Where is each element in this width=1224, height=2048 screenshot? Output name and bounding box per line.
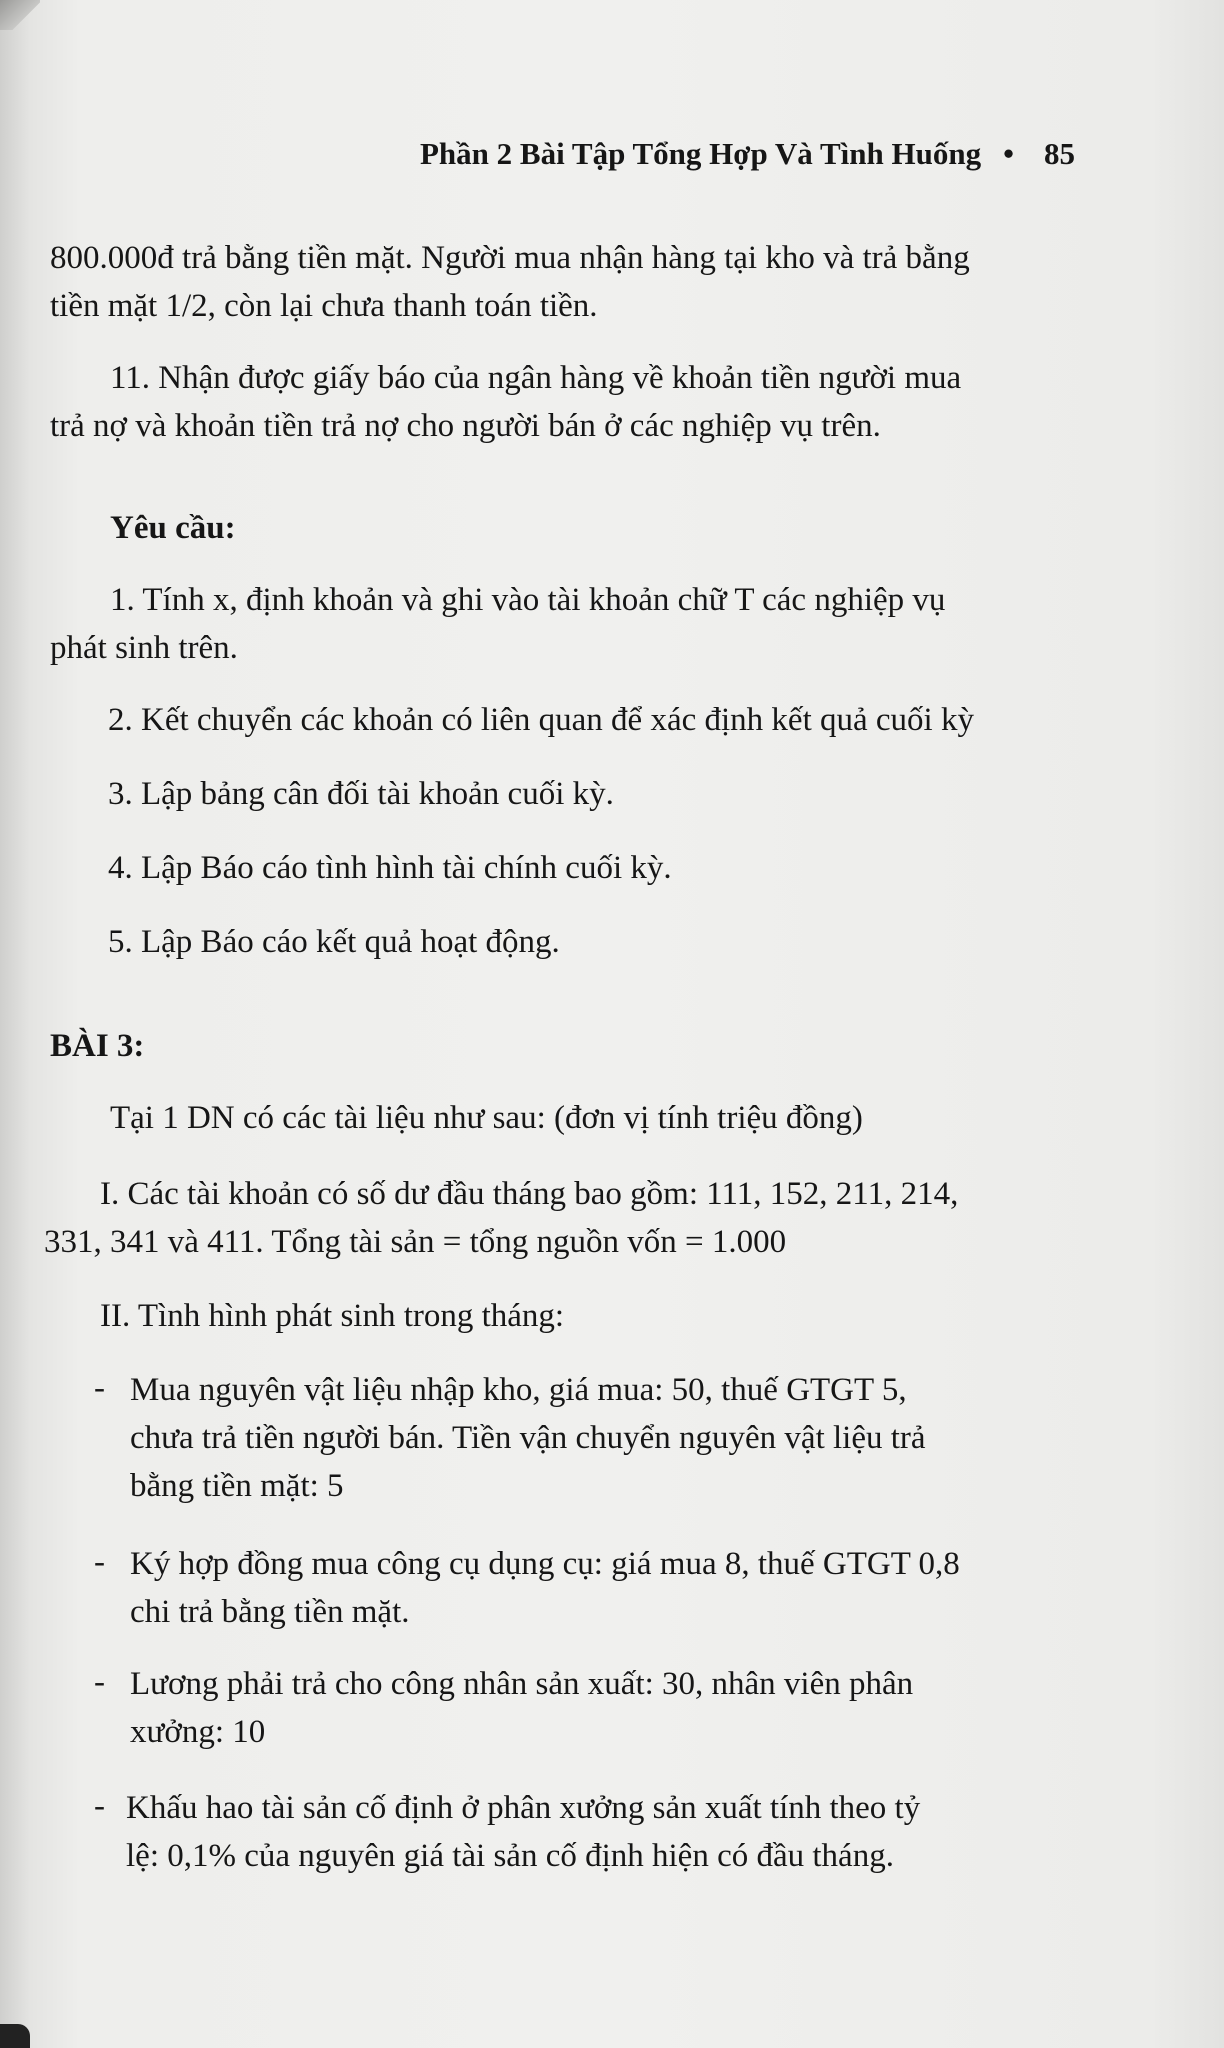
paragraph-line: trả nợ và khoản tiền trả nợ cho người bán ở các nghiệp vụ trên. (50, 408, 881, 444)
header-bullet: • (1003, 136, 1014, 171)
bullet-item: xưởng: 10 (130, 1714, 266, 1750)
running-header (420, 136, 1075, 172)
bullet-item: lệ: 0,1% của nguyên giá tài sản cố định hiện có đầu tháng. (126, 1838, 894, 1874)
requirement-item: 1. Tính x, định khoản và ghi vào tài khoản chữ T các nghiệp vụ (110, 582, 946, 618)
bullet-dash: - (94, 1370, 105, 1406)
requirement-item: 5. Lập Báo cáo kết quả hoạt động. (108, 924, 560, 960)
bullet-item: Ký hợp đồng mua công cụ dụng cụ: giá mua 8, thuế GTGT 0,8 (130, 1546, 960, 1582)
bullet-item: chưa trả tiền người bán. Tiền vận chuyển nguyên vật liệu trả (130, 1420, 926, 1456)
bullet-item: Lương phải trả cho công nhân sản xuất: 30, nhân viên phân (130, 1666, 914, 1702)
bullet-item: Khấu hao tài sản cố định ở phân xưởng sản xuất tính theo tỷ (126, 1790, 921, 1826)
paragraph-line: tiền mặt 1/2, còn lại chưa thanh toán tiền. (50, 288, 598, 324)
requirement-item: phát sinh trên. (50, 630, 238, 666)
requirement-item: 2. Kết chuyển các khoản có liên quan để xác định kết quả cuối kỳ (108, 702, 974, 738)
section-two: II. Tình hình phát sinh trong tháng: (100, 1298, 565, 1334)
bullet-dash: - (94, 1544, 105, 1580)
bullet-dash: - (94, 1664, 105, 1700)
page-edge-shadow (0, 2024, 30, 2048)
paragraph-line: 11. Nhận được giấy báo của ngân hàng về khoản tiền người mua (110, 360, 962, 396)
bullet-item: chi trả bằng tiền mặt. (130, 1594, 410, 1630)
requirement-item: 4. Lập Báo cáo tình hình tài chính cuối kỳ. (108, 850, 672, 886)
requirements-heading: Yêu cầu: (110, 510, 236, 546)
requirement-item: 3. Lập bảng cân đối tài khoản cuối kỳ. (108, 776, 614, 812)
exercise-heading: BÀI 3: (50, 1028, 145, 1064)
exercise-intro: Tại 1 DN có các tài liệu như sau: (đơn vị tính triệu đồng) (110, 1100, 863, 1136)
paragraph-line: 800.000đ trả bằng tiền mặt. Người mua nhận hàng tại kho và trả bằng (50, 240, 970, 276)
section-one: 331, 341 và 411. Tổng tài sản = tổng nguồn vốn = 1.000 (44, 1224, 787, 1260)
section-one: I. Các tài khoản có số dư đầu tháng bao gồm: 111, 152, 211, 214, (100, 1176, 959, 1212)
bullet-dash: - (94, 1788, 105, 1824)
page-corner-shadow (0, 0, 40, 30)
header-title: Phần 2 Bài Tập Tổng Hợp Và Tình Huống (420, 136, 982, 171)
page-number: 85 (1043, 136, 1075, 171)
bullet-item: bằng tiền mặt: 5 (130, 1468, 344, 1504)
bullet-item: Mua nguyên vật liệu nhập kho, giá mua: 50, thuế GTGT 5, (130, 1372, 907, 1408)
